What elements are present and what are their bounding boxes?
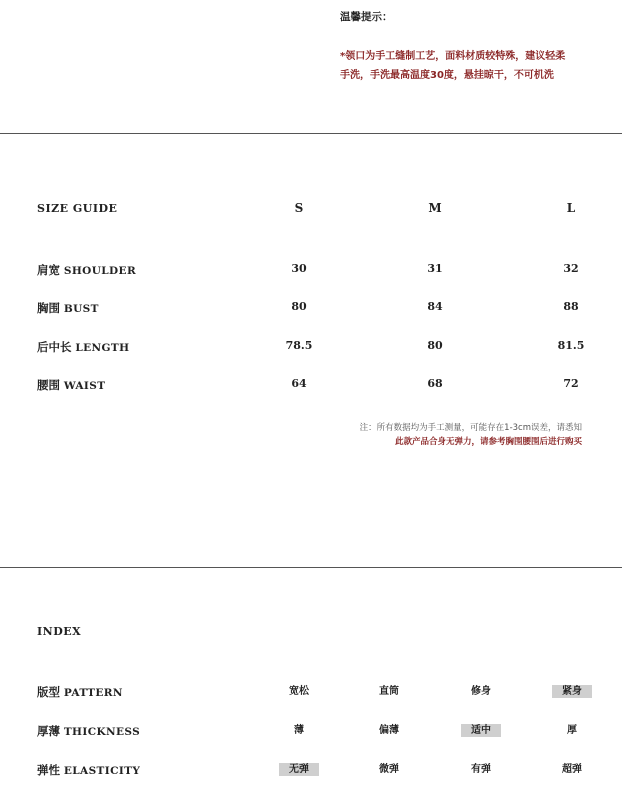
size-cell: 32 xyxy=(563,262,579,275)
size-cell: 80 xyxy=(291,300,307,313)
row-label-zh: 肩宽 xyxy=(37,263,60,277)
size-header-m: M xyxy=(428,201,442,215)
index-option: 偏薄 xyxy=(379,725,399,736)
index-title: INDEX xyxy=(37,625,82,638)
measurement-note: 注：所有数据均为手工测量，可能存在1-3cm误差，请悉知 xyxy=(359,423,582,433)
size-cell: 72 xyxy=(563,377,579,390)
size-row-label-length xyxy=(37,339,129,355)
index-option: 厚 xyxy=(567,725,577,736)
row-label-zh: 厚薄 xyxy=(37,724,60,738)
size-cell: 30 xyxy=(291,262,307,275)
row-label-en: BUST xyxy=(63,303,99,315)
index-option: 直筒 xyxy=(379,686,399,697)
section-divider-top xyxy=(0,133,622,134)
row-label-en: THICKNESS xyxy=(63,726,141,738)
index-option: 薄 xyxy=(294,725,304,736)
index-option-selected: 无弹 xyxy=(279,763,319,776)
row-label-zh: 后中长 xyxy=(37,340,72,354)
index-row-label-thickness xyxy=(37,723,140,739)
size-cell: 64 xyxy=(291,377,307,390)
index-option: 微弹 xyxy=(379,764,399,775)
size-header-s: S xyxy=(294,201,304,215)
index-row-label-pattern xyxy=(37,684,123,700)
row-label-zh: 版型 xyxy=(37,685,60,699)
notice-title: 温馨提示： xyxy=(340,11,393,23)
row-label-en: PATTERN xyxy=(63,687,123,699)
size-cell: 84 xyxy=(427,300,443,313)
row-label-zh: 弹性 xyxy=(37,763,60,777)
row-label-zh: 胸围 xyxy=(37,301,60,315)
index-option: 超弹 xyxy=(562,764,582,775)
size-cell: 31 xyxy=(427,262,443,275)
size-guide-title: SIZE GUIDE xyxy=(37,202,118,215)
index-option: 宽松 xyxy=(289,686,309,697)
size-row-label-bust xyxy=(37,300,99,316)
size-cell: 88 xyxy=(563,300,579,313)
size-cell: 81.5 xyxy=(557,339,585,352)
notice-line-1: *领口为手工缝制工艺，面料材质较特殊，建议轻柔 xyxy=(340,51,566,62)
row-label-en: WAIST xyxy=(63,380,106,392)
row-label-en: LENGTH xyxy=(75,342,130,354)
section-divider-bottom xyxy=(0,567,622,568)
notice-line-2: 手洗，手洗最高温度30度，悬挂晾干，不可机洗 xyxy=(340,70,554,81)
size-cell: 80 xyxy=(427,339,443,352)
index-row-label-elasticity xyxy=(37,762,140,778)
size-row-label-shoulder xyxy=(37,262,136,278)
size-cell: 68 xyxy=(427,377,443,390)
size-row-label-waist xyxy=(37,377,105,393)
fit-note: 此款产品合身无弹力，请参考胸围腰围后进行购买 xyxy=(394,437,582,447)
index-option: 修身 xyxy=(471,686,491,697)
row-label-en: ELASTICITY xyxy=(63,765,141,777)
row-label-en: SHOULDER xyxy=(63,265,137,277)
index-option-selected: 适中 xyxy=(461,724,501,737)
index-option-selected: 紧身 xyxy=(552,685,592,698)
size-cell: 78.5 xyxy=(285,339,313,352)
size-header-l: L xyxy=(566,201,576,215)
index-option: 有弹 xyxy=(471,764,491,775)
row-label-zh: 腰围 xyxy=(37,378,60,392)
